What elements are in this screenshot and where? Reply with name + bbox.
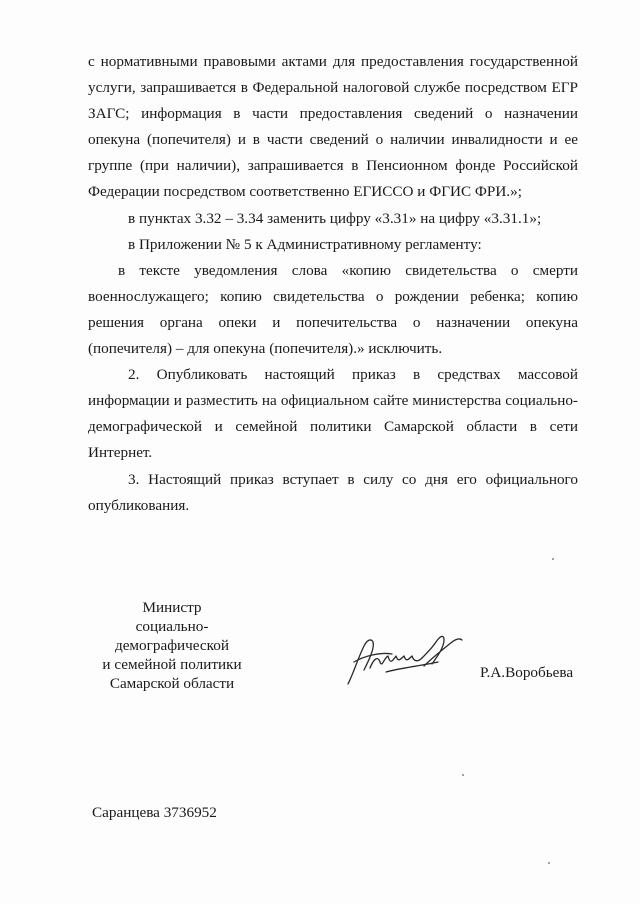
scan-artifact <box>548 862 550 864</box>
paragraph-appendix-5: в Приложении № 5 к Административному регламенту: <box>128 235 482 253</box>
paragraph-replace-numbers: в пунктах 3.32 – 3.34 заменить цифру «3.31» на цифру «3.31.1»; <box>128 209 542 227</box>
signer-name: Р.А.Воробьева <box>480 664 574 681</box>
executor-contact: Саранцева 3736952 <box>92 804 217 821</box>
signature-icon <box>340 628 470 688</box>
position-line: Министр <box>142 599 202 616</box>
position-line: и семейной политики <box>102 656 242 673</box>
document-body <box>88 49 578 519</box>
scan-artifact <box>462 774 464 776</box>
paragraph-item-2: 2. Опубликовать настоящий приказ в средствах массовой информации и разместить на официальном сайте министерства социально-демографической и семейной политики Самарской области в сети Интернет. <box>88 366 578 462</box>
scan-artifact <box>552 558 554 560</box>
position-line: демографической <box>114 637 230 654</box>
paragraph-notice-text: в тексте уведомления слова «копию свидетельства о смерти военнослужащего; копию свидетельства о рождении ребенка; копию решения органа опеки и попечительства о назначении опекуна (попечителя) – для опекуна (попечителя).» исключить. <box>88 261 578 358</box>
position-line: социально- <box>135 618 209 635</box>
paragraph-item-3: 3. Настоящий приказ вступает в силу со дня его официального опубликования. <box>88 470 578 514</box>
paragraph-continuation: с нормативными правовыми актами для предоставления государственной услуги, запрашивается в Федеральной налоговой службе посредством ЕГР ЗАГС; информация в части предоставления сведений о назначении опекуна (попечителя) и в части сведений о наличии инвалидности и ее группе (при наличии), запрашивается в Пенсионном фонде Российской Федерации посредством соответственно ЕГИССО и ФГИС ФРИ.»; <box>88 53 578 201</box>
signatory-position <box>92 598 252 693</box>
position-line: Самарской области <box>109 675 235 692</box>
